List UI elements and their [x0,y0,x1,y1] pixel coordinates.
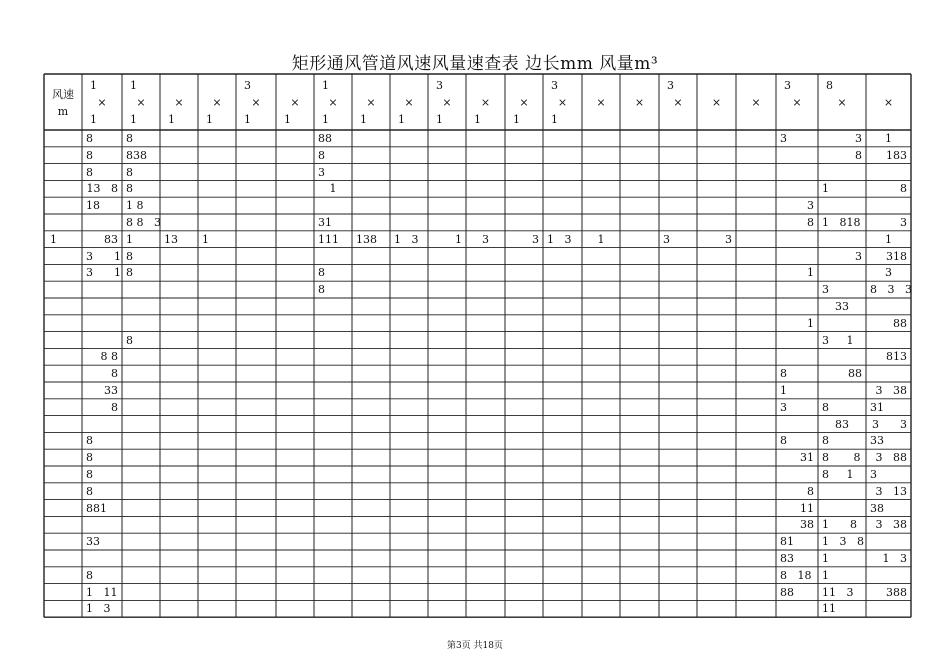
table-cell: 1 [455,232,462,246]
table-cell: 813 [886,350,907,364]
header-size-cell: × [673,96,683,109]
table-cell: 33 [86,535,100,549]
header-size-cell: 8 [826,79,833,92]
table-cell: 1 3 8 [822,535,864,549]
table-cell: 8 [86,132,93,145]
table-cell: 31 [870,400,884,414]
table-cell: 8 [822,400,829,414]
table-cell: 1 [885,132,892,145]
header-size-cell: 1 [360,113,367,126]
table-cell: 3 88 [875,451,907,465]
header-size-cell: 1 [284,113,291,126]
table-cell: 18 [86,199,100,213]
table-cell: 33 [870,434,884,448]
header-size-cell: 1 [90,113,97,126]
header-size-cell: × [883,96,894,109]
table-cell: 8 3 3 [870,283,912,297]
header-size-cell: 1 [206,113,213,126]
table-cell: 1 3 [394,232,419,246]
header-size-cell: × [634,96,645,109]
table-cell: 1 [885,232,892,246]
table-cell: 38 [870,501,884,515]
table-cell: 33 [104,384,118,397]
table-cell: 3 1 [822,333,854,347]
table-cell: 8 [126,249,133,263]
table-cell: 83 [780,552,794,565]
header-size-cell: × [251,96,261,109]
table-cell: 8 [807,484,814,498]
header-speed-label: m [57,105,69,118]
header-size-cell: 1 [551,113,558,126]
header-size-cell: × [480,96,491,109]
table-cell: 11 [822,602,836,616]
header-size-cell: 1 [513,113,520,126]
header-size-cell: 3 [551,79,558,92]
table-cell: 13 8 [86,182,118,196]
table-cell: 8 [86,484,93,498]
table-cell: 1 [202,232,209,246]
table-cell: 1 3 [86,602,111,616]
table-cell: 8 18 [780,568,812,582]
table-cell: 8 [86,434,93,448]
table-cell: 8 [86,165,93,179]
header-size-cell: 1 [90,79,97,92]
table-cell: 3 [807,199,814,213]
table-cell: 8 [86,468,93,481]
table-cell: 1 3 [547,232,572,246]
table-cell: 31 [318,216,332,229]
speed-value: 1 [50,232,57,246]
page-footer: 第3页 共18页 [446,641,504,651]
table-cell: 8 [318,266,325,280]
header-size-cell: 1 [130,79,137,92]
table-cell: 8 8 [822,451,861,465]
table-cell: 88 [780,585,794,599]
header-size-cell: × [596,96,606,109]
header-size-cell: × [136,96,146,109]
header-size-cell: 1 [436,113,443,126]
table-cell: 3 [870,468,877,481]
table-cell: 3 1 [86,266,121,280]
header-size-cell: × [751,96,761,109]
table-cell: 8 [111,400,118,414]
header-size-cell: × [366,96,376,109]
header-size-cell: 1 [168,113,175,126]
table-cell: 3 [885,266,892,280]
table-cell: 8 8 [100,350,118,364]
header-size-cell: × [328,96,338,109]
table-cell: 88 [848,367,862,381]
page-title: 矩形通风管道风速风量速查表 边长mm 风量m³ [291,54,659,74]
header-size-cell: 1 [244,113,251,126]
header-size-cell: 1 [474,113,481,126]
table-cell: 3 [532,232,539,246]
table-cell: 318 [886,249,907,263]
table-cell: 8 [807,216,814,229]
table-cell: 1 [822,182,829,196]
header-size-cell: × [212,96,222,109]
table-cell: 3 38 [875,518,907,532]
header-speed-label: 风速 [52,88,74,101]
table-cell: 8 [318,148,325,162]
table-cell: 3 [900,216,907,229]
table-cell: 83 [104,232,118,246]
table-cell: 1 [780,384,787,397]
table-cell: 388 [886,585,907,599]
table-cell: 3 [663,232,670,246]
table-cell: 1 [597,232,605,246]
table-cell: 3 [822,283,829,297]
header-size-cell: × [711,96,722,109]
header-size-cell: 1 [322,113,329,126]
table-cell: 1 [807,266,814,280]
table-cell: 1 8 [822,518,857,532]
table-cell: 3 13 [875,484,907,498]
table-cell: 1 [807,316,814,330]
header-size-cell: 3 [436,79,443,92]
header-size-cell: 1 [130,113,137,126]
table-cell: 33 [835,300,849,313]
table-cell: 3 [318,165,325,179]
table-cell: 138 [356,232,377,246]
table-cell: 88 [318,132,332,145]
table-cell: 3 [725,232,732,246]
header-size-cell: × [97,96,107,109]
header-size-cell: 3 [667,79,674,92]
table-cell: 3 1 [86,249,121,263]
table-cell: 8 [126,266,133,280]
table-cell: 3 [855,132,862,145]
table-cell: 1 [126,232,133,246]
table-cell: 8 [126,333,133,347]
header-size-cell: × [174,96,184,109]
table-cell: 13 [164,232,178,246]
table-cell: 8 1 [822,468,854,481]
table-cell: 111 [318,232,339,246]
table-cell: 8 [126,182,133,196]
header-size-cell: 3 [784,79,791,92]
table-cell: 3 [780,132,787,145]
header-size-cell: × [442,96,452,109]
table-cell: 8 [900,182,907,196]
table-cell: 8 [822,434,829,448]
table-cell: 8 [86,451,93,465]
header-size-cell: × [290,96,300,109]
header-size-cell: × [557,96,568,109]
table-cell: 3 [482,232,489,246]
table-cell: 38 [800,518,814,532]
header-size-cell: × [404,96,414,109]
table-cell: 3 3 [872,417,907,431]
table-cell: 11 [800,501,814,515]
table-cell: 8 [126,132,133,145]
table-cell: 3 38 [875,384,907,397]
table-cell: 1 818 [822,216,861,229]
table-cell: 1 [822,552,829,565]
header-size-cell: × [519,96,529,109]
table-cell: 8 [780,367,787,381]
header-size-cell: 3 [244,79,251,92]
table-cell: 1 3 [882,552,907,565]
table-cell: 3 [855,249,862,263]
header-size-cell: × [837,96,847,109]
table-cell: 1 [329,182,337,196]
table-cell: 83 [835,417,849,431]
table-cell: 8 [855,148,862,162]
table-cell: 81 [780,535,794,549]
table-cell: 1 8 [126,199,144,213]
table-cell: 11 3 [822,585,854,599]
table-cell: 8 [111,367,118,381]
table-cell: 838 [126,148,147,162]
table-cell: 183 [886,148,907,162]
table-cell: 1 11 [86,585,118,599]
table-cell: 8 [318,283,325,297]
table-cell: 8 8 3 [126,216,161,229]
table-cell: 3 [780,400,787,414]
table-cell: 1 [822,568,829,582]
table-cell: 8 [126,165,133,179]
header-size-cell: × [792,96,802,109]
table-cell: 8 [86,568,93,582]
header-size-cell: 1 [322,79,329,92]
table-cell: 88 [893,316,907,330]
table-cell: 8 [780,434,787,448]
table-cell: 8 [86,148,93,162]
table-cell: 881 [86,501,107,515]
header-size-cell: 1 [398,113,405,126]
table-cell: 31 [800,451,814,465]
